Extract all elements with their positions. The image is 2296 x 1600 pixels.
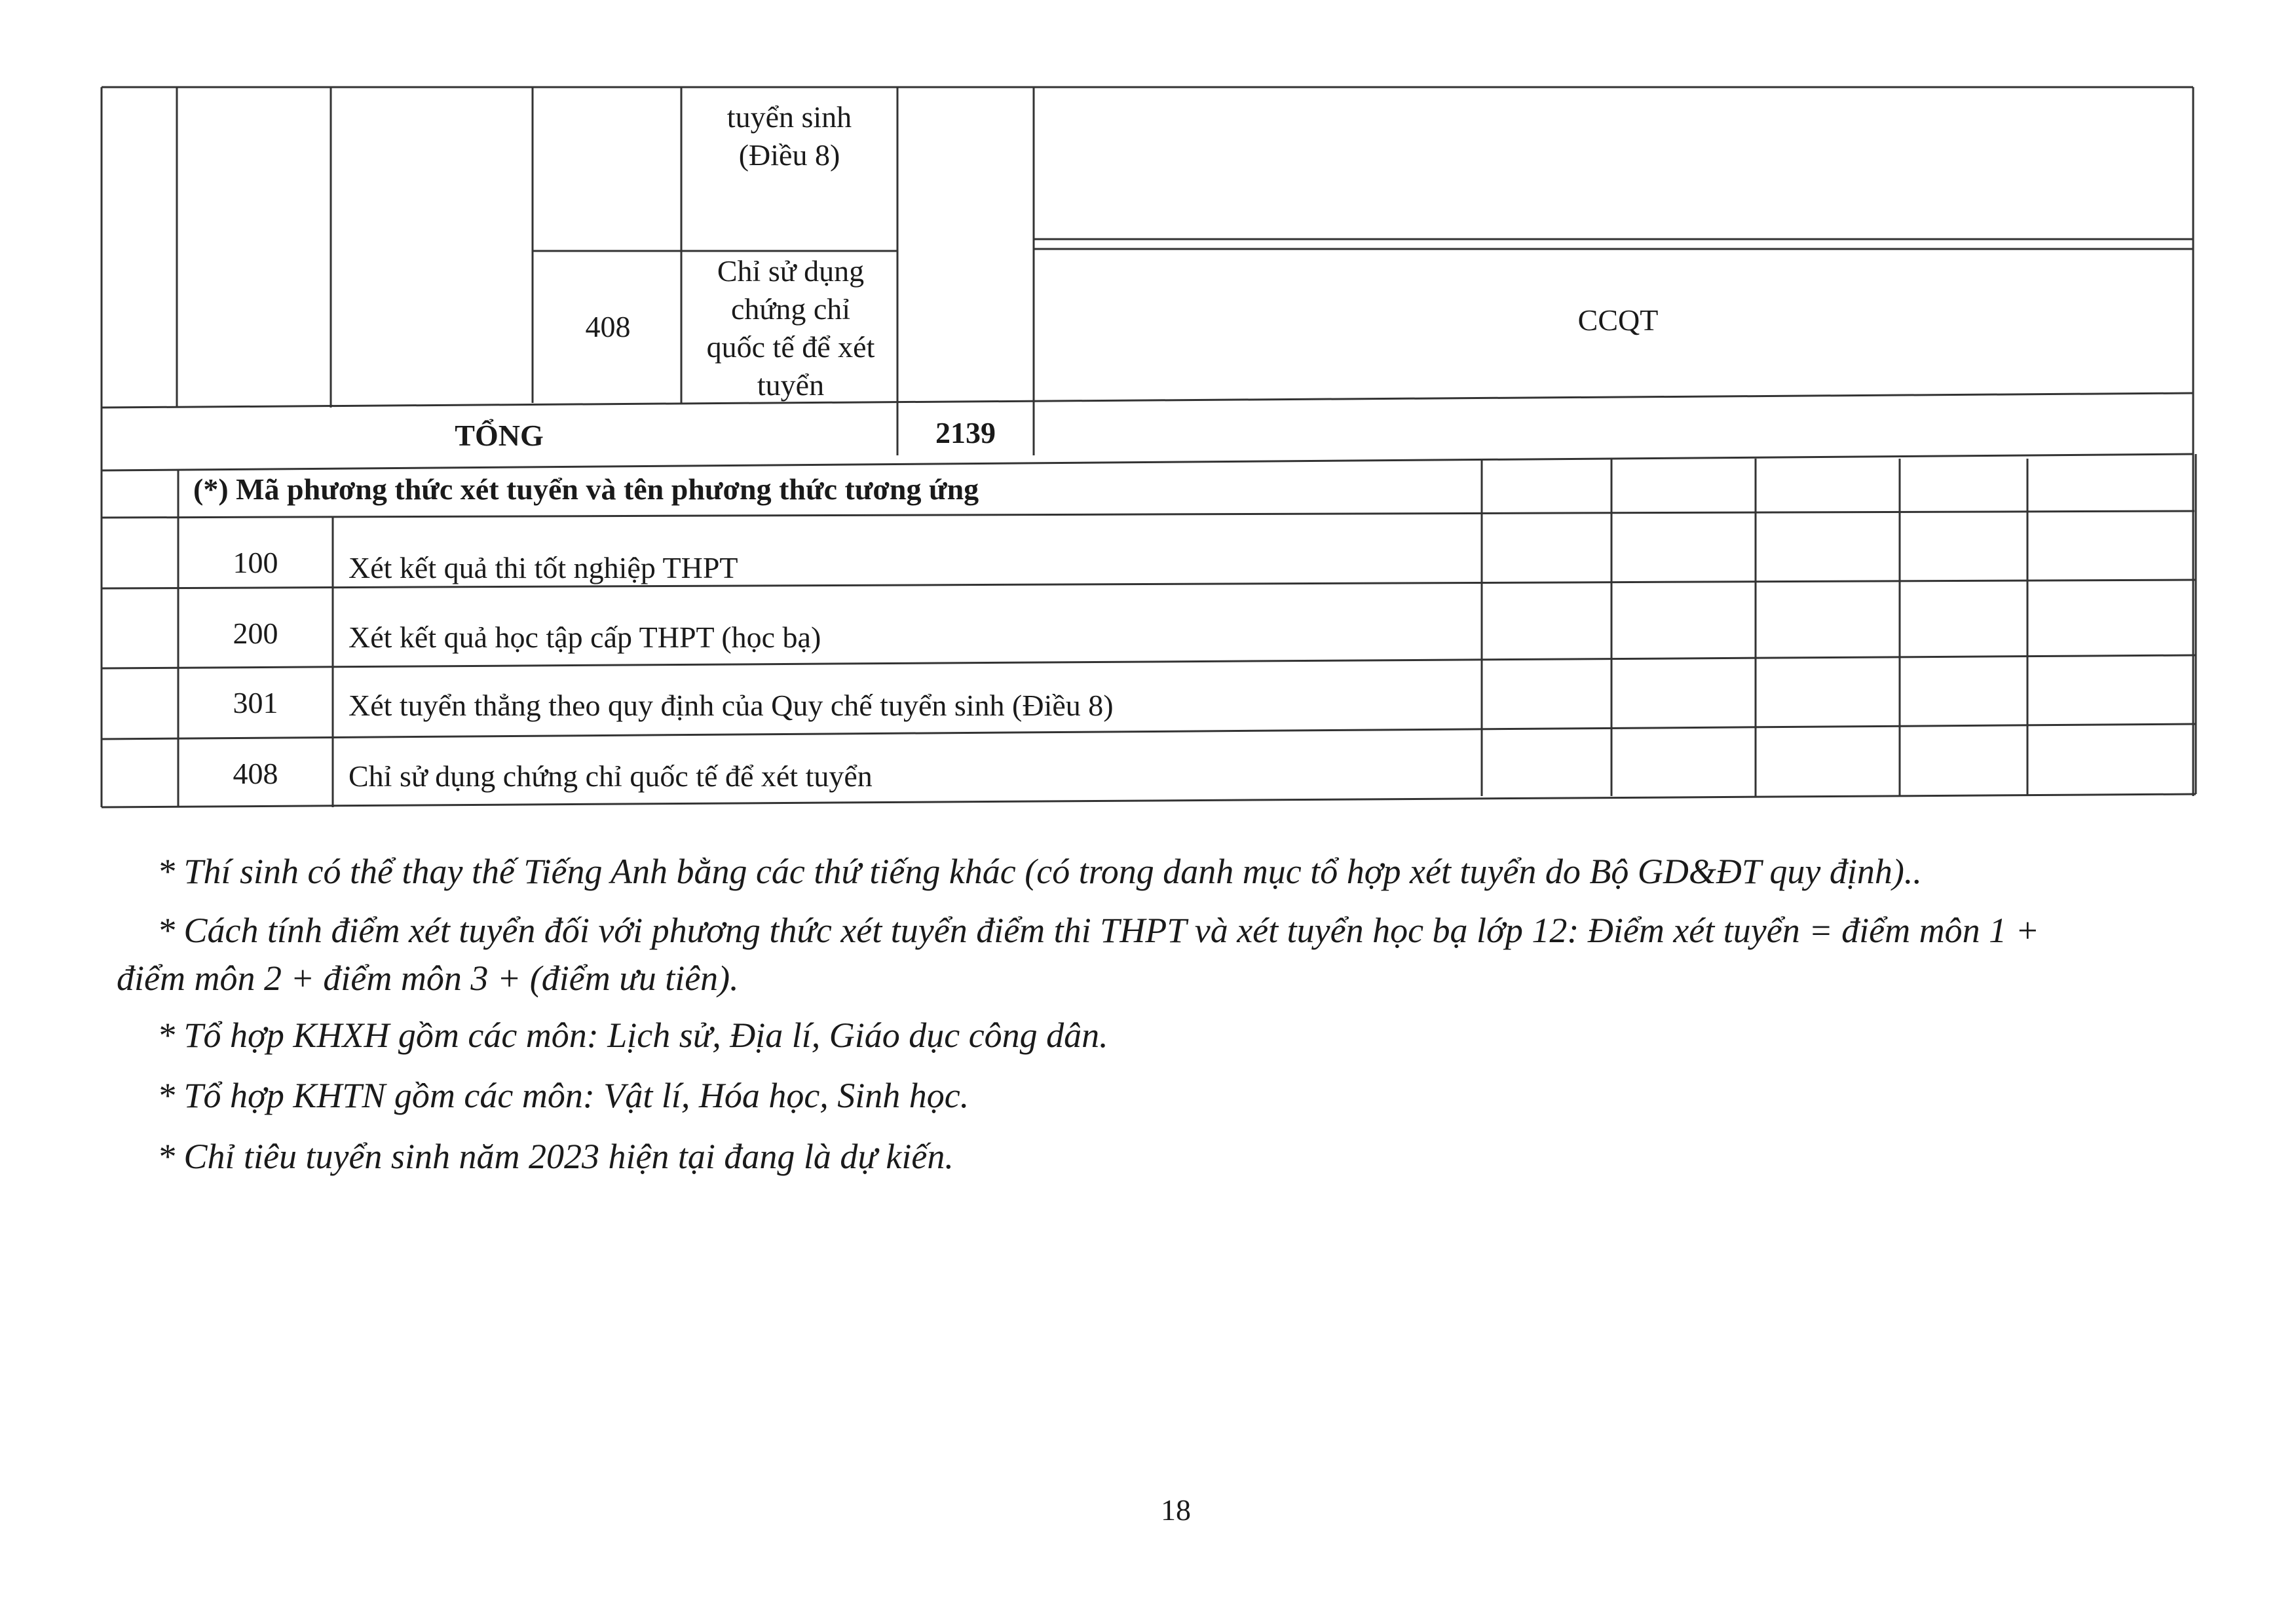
legend-name: Chỉ sử dụng chứng chỉ quốc tế để xét tuyển [348,759,873,793]
legend-name: Xét tuyển thẳng theo quy định của Quy chế tuyển sinh (Điều 8) [348,689,1114,722]
note-quota: * Chỉ tiêu tuyển sinh năm 2023 hiện tại đang là dự kiến. [157,1137,954,1176]
legend-code: 301 [233,686,278,719]
note-khtn: * Tổ hợp KHTN gồm các môn: Vật lí, Hóa học, Sinh học. [157,1076,969,1115]
method-code-408: 408 [585,310,631,343]
legend-code: 100 [233,546,278,579]
legend-heading: (*) Mã phương thức xét tuyển và tên phương thức tương ứng [193,472,979,506]
combo-ccqt: CCQT [1577,303,1659,337]
legend-code: 408 [233,757,278,790]
legend-code: 200 [233,617,278,650]
method-name-line: chứng chỉ [730,292,851,326]
note-foreign-language: * Thí sinh có thể thay thế Tiếng Anh bằng các thứ tiếng khác (có trong danh mục tổ hợp xét tuyển do Bộ GD&ĐT quy định).. [157,852,1922,891]
note-score-formula-cont: điểm môn 2 + điểm môn 3 + (điểm ưu tiên). [117,959,739,998]
method-name-line: tuyển [757,368,825,402]
note-score-formula: * Cách tính điểm xét tuyển đối với phương thức xét tuyển điểm thi THPT và xét tuyển học bạ lớp 12: Điểm xét tuyển = điểm môn 1 + [157,911,2040,950]
method-name-line: Chỉ sử dụng [717,254,865,288]
method-name-fragment: tuyển sinh [726,100,852,134]
method-name-line: quốc tế để xét [706,330,875,364]
page-number: 18 [1161,1493,1191,1527]
total-label: TỔNG [455,419,544,452]
legend-name: Xét kết quả thi tốt nghiệp THPT [348,551,738,584]
total-value: 2139 [935,416,996,449]
note-khxh: * Tổ hợp KHXH gồm các môn: Lịch sử, Địa lí, Giáo dục công dân. [157,1016,1108,1055]
legend-name: Xét kết quả học tập cấp THPT (học bạ) [348,620,821,654]
method-name-fragment-2: (Điều 8) [738,138,840,172]
